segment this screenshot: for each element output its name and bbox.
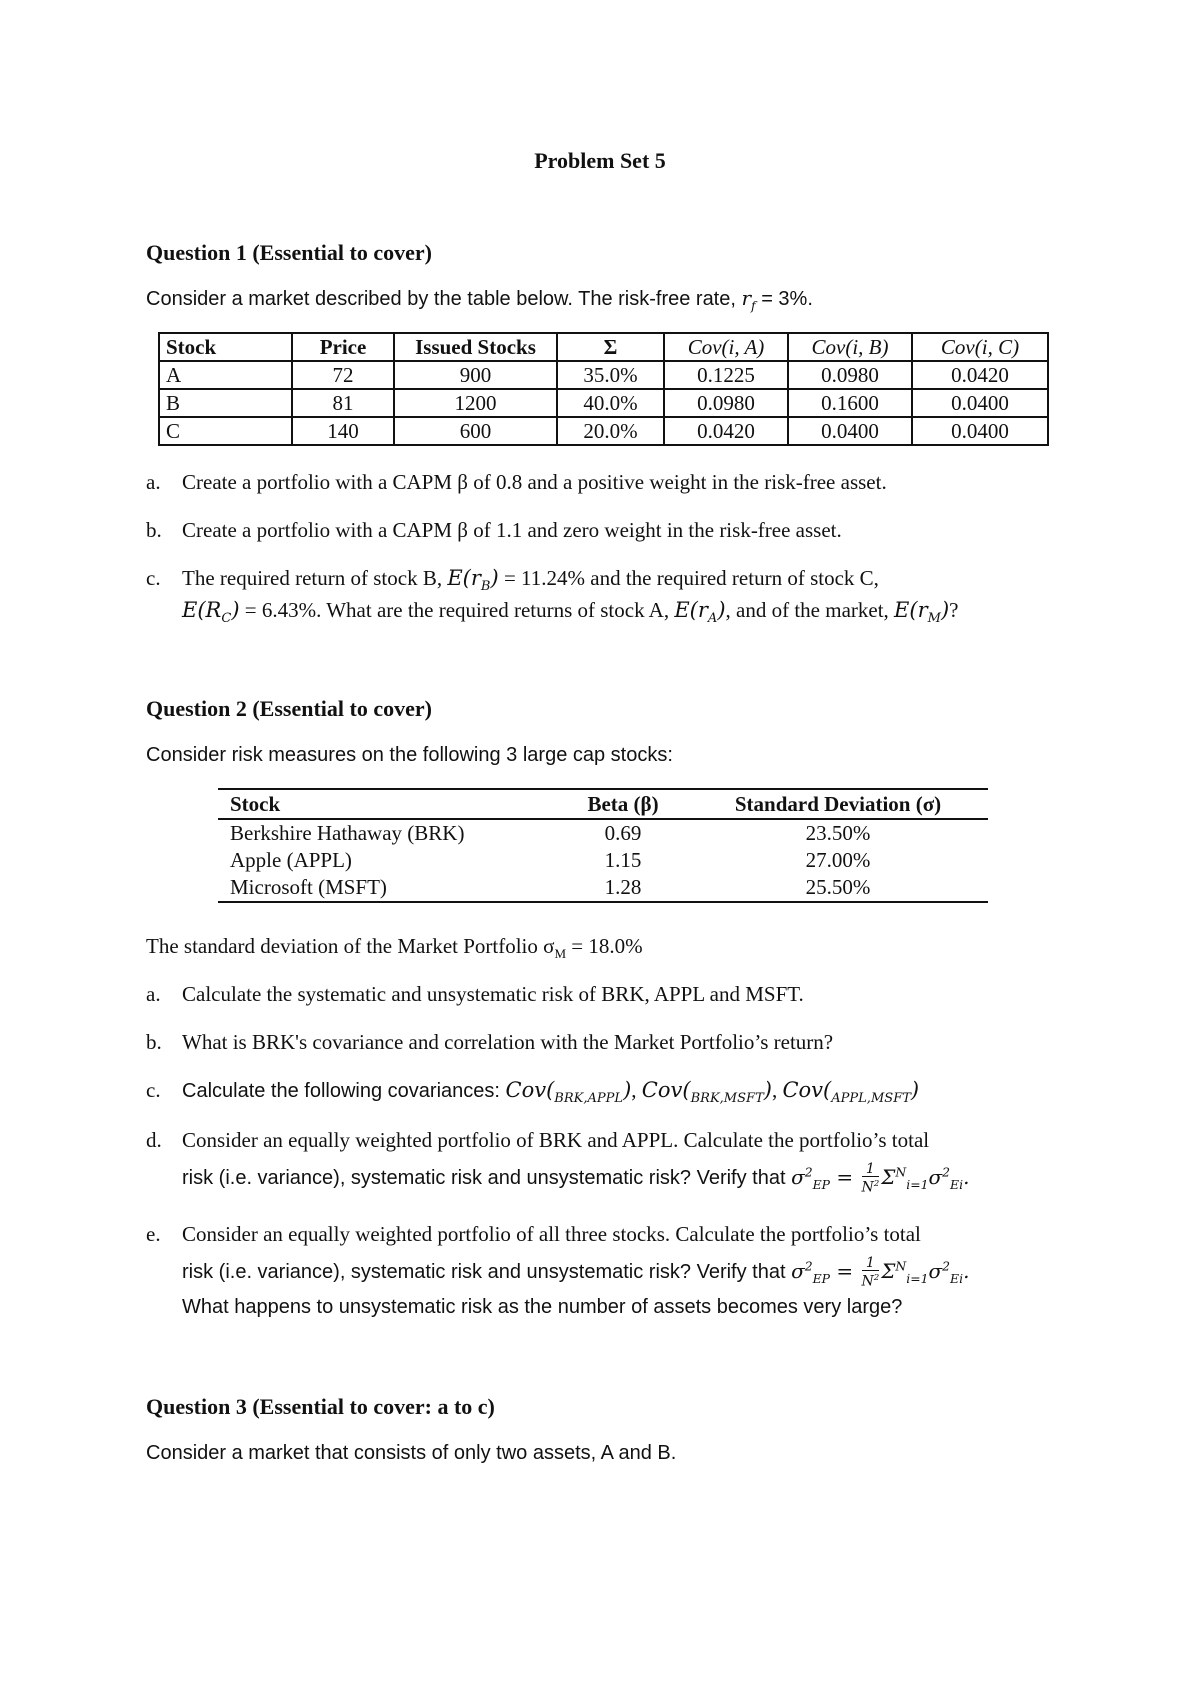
question-3-heading: Question 3 (Essential to cover: a to c) <box>146 1394 495 1419</box>
table-cell: 23.50% <box>805 821 871 845</box>
item-label: b. <box>146 518 162 542</box>
question-1-heading: Question 1 (Essential to cover) <box>146 240 432 265</box>
item-label: c. <box>146 1078 161 1102</box>
table-row <box>159 389 1048 417</box>
col-header-std-dev: Standard Deviation (σ) <box>688 789 988 819</box>
table-cell: 72 <box>292 361 394 389</box>
col-header-beta: Beta (β) <box>558 789 688 819</box>
table-row <box>218 874 988 902</box>
table-cell: 20.0% <box>557 417 664 445</box>
question-1-intro-text: Consider a market described by the table below. The risk-free rate, <box>146 288 736 310</box>
item-text-line-1: Consider an equally weighted portfolio of BRK and APPL. Calculate the portfolio’s total <box>182 1128 930 1152</box>
table-cell: Microsoft (MSFT) <box>218 874 558 902</box>
item-label: a. <box>146 470 161 494</box>
table-cell: 0.0420 <box>912 361 1048 389</box>
table-cell: 0.0420 <box>664 417 788 445</box>
col-header-stock: Stock <box>159 333 292 361</box>
item-text-line-2: risk (i.e. variance), systematic risk and unsystematic risk? Verify that $\sigma^2_{EP}$ = $\frac{1}{N^2}$ $\Sigma^N_{i=1}\sigma^2_{Ei}$. <box>182 1161 970 1196</box>
risk-free-value: = 3%. <box>755 288 813 310</box>
table-cell: 27.00% <box>805 848 871 872</box>
col-header-cov-c: Cov(i, C) <box>912 333 1048 361</box>
market-table-header-row <box>159 333 1048 361</box>
col-header-cov-b: Cov(i, B) <box>788 333 912 361</box>
table-cell: 140 <box>292 417 394 445</box>
table-cell: A <box>159 361 292 389</box>
table-cell: 81 <box>292 389 394 417</box>
table-cell: Berkshire Hathaway (BRK) <box>230 821 465 845</box>
table-cell: 1.28 <box>558 874 688 902</box>
col-header-sigma: Σ <box>557 333 664 361</box>
market-table <box>158 332 1049 446</box>
table-cell: 40.0% <box>557 389 664 417</box>
question-2-intro: Consider risk measures on the following 3 large cap stocks: <box>146 744 673 766</box>
item-label: e. <box>146 1222 161 1246</box>
table-cell: 35.0% <box>557 361 664 389</box>
table-row <box>159 361 1048 389</box>
col-header-stock: Stock <box>218 789 558 819</box>
risk-measures-table <box>218 788 988 903</box>
item-text-line-2: risk (i.e. variance), systematic risk and unsystematic risk? Verify that $\sigma^2_{EP}$ = $\frac{1}{N^2}$ $\Sigma^N_{i=1}\sigma^2_{Ei}$. <box>182 1255 970 1290</box>
question-3-intro: Consider a market that consists of only two assets, A and B. <box>146 1442 677 1464</box>
table-cell: 0.0400 <box>912 389 1048 417</box>
table-cell: 0.0980 <box>664 389 788 417</box>
table-cell: 0.0400 <box>788 417 912 445</box>
item-label: a. <box>146 982 161 1006</box>
table-cell: 25.50% <box>688 874 988 902</box>
table-cell: 0.1225 <box>664 361 788 389</box>
item-label: d. <box>146 1128 162 1152</box>
item-text: Create a portfolio with a CAPM β of 0.8 and a positive weight in the risk-free asset. <box>182 470 887 494</box>
table-cell: 900 <box>394 361 557 389</box>
table-cell: 1.15 <box>604 848 642 872</box>
col-header-price: Price <box>292 333 394 361</box>
table-cell: B <box>159 389 292 417</box>
col-header-cov-a: Cov(i, A) <box>664 333 788 361</box>
item-text: Calculate the systematic and unsystematic risk of BRK, APPL and MSFT. <box>182 982 804 1006</box>
table-cell: 1200 <box>394 389 557 417</box>
table-cell: Apple (APPL) <box>230 848 352 872</box>
variance-formula: $\sigma^2_{EP}$ = $\frac{1}{N^2}$ $\Sigma^N_{i=1}\sigma^2_{Ei}$. <box>791 1161 970 1196</box>
table-cell: 0.1600 <box>788 389 912 417</box>
table-cell: 0.0400 <box>912 417 1048 445</box>
risk-free-symbol: $r_f$ <box>741 286 756 313</box>
table-row <box>159 417 1048 445</box>
table-cell: 0.69 <box>604 821 642 845</box>
item-label: b. <box>146 1030 162 1054</box>
item-text: Calculate the following covariances: $Cov(_{BRK,APPL})$, $Cov(_{BRK,MSFT})$, $Cov(_{APPL,MSFT})$ <box>182 1078 920 1107</box>
variance-formula: $\sigma^2_{EP}$ = $\frac{1}{N^2}$ $\Sigma^N_{i=1}\sigma^2_{Ei}$. <box>791 1255 970 1290</box>
question-2-heading: Question 2 (Essential to cover) <box>146 696 432 721</box>
table-row <box>218 819 988 847</box>
item-label: c. <box>146 566 161 590</box>
market-sd-statement: The standard deviation of the Market Portfolio $\sigma_M = 18.0\%$ <box>146 934 643 962</box>
page-title: Problem Set 5 <box>534 148 666 173</box>
table-row <box>218 847 988 874</box>
item-text-line-3: What happens to unsystematic risk as the number of assets becomes very large? <box>182 1296 903 1318</box>
item-text-line-1: Consider an equally weighted portfolio of all three stocks. Calculate the portfolio’s total <box>182 1222 921 1246</box>
item-text: What is BRK's covariance and correlation with the Market Portfolio’s return? <box>182 1030 834 1054</box>
question-1-intro <box>146 286 813 313</box>
table-cell: C <box>159 417 292 445</box>
item-text-line-2: $E(R_C) = 6.43\%$. What are the required returns of stock A, $E(r_A)$, and of the market, $E(r_M)$? <box>182 598 959 627</box>
item-text: Create a portfolio with a CAPM β of 1.1 and zero weight in the risk-free asset. <box>182 518 842 542</box>
table-cell: 0.0980 <box>788 361 912 389</box>
col-header-issued-stocks: Issued Stocks <box>394 333 557 361</box>
risk-table-header-row <box>218 789 988 819</box>
table-cell: 600 <box>394 417 557 445</box>
item-text-line-1: The required return of stock B, $E(r_B) = 11.24\%$ and the required return of stock C, <box>182 566 879 595</box>
